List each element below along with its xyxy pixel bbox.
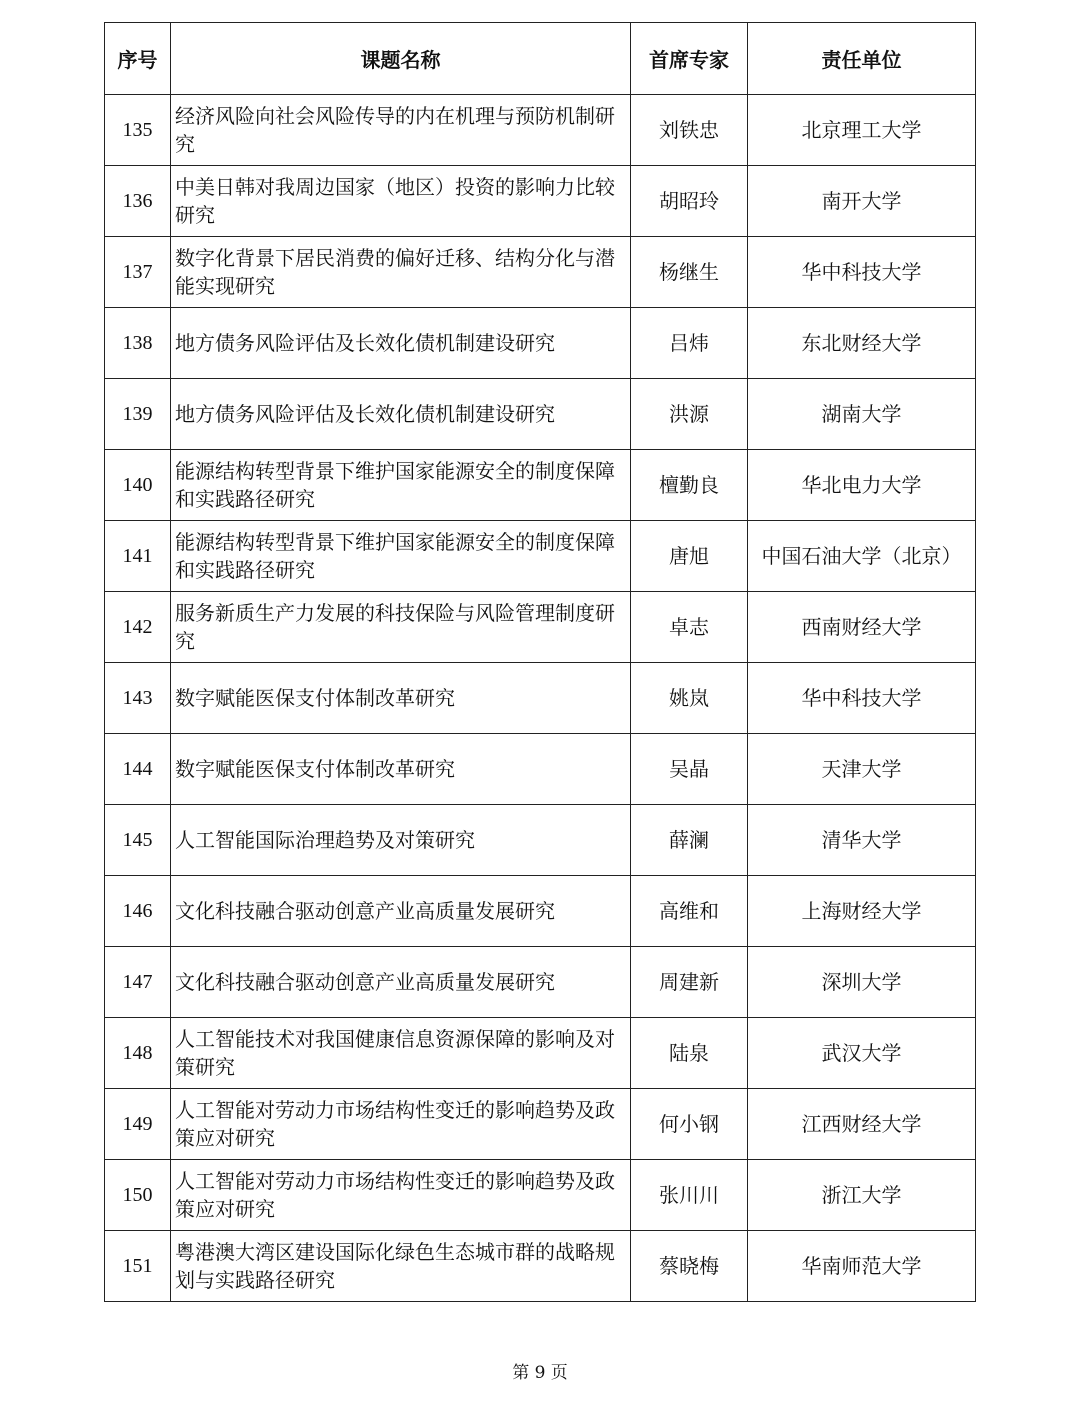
table-row (105, 805, 976, 876)
chief-expert: 薛澜 (631, 805, 748, 876)
project-title: 数字化背景下居民消费的偏好迁移、结构分化与潜能实现研究 (171, 237, 631, 308)
chief-expert: 蔡晓梅 (631, 1231, 748, 1302)
project-title: 人工智能对劳动力市场结构性变迁的影响趋势及政策应对研究 (171, 1160, 631, 1231)
responsible-unit: 华南师范大学 (748, 1231, 976, 1302)
table-row (105, 592, 976, 663)
responsible-unit: 深圳大学 (748, 947, 976, 1018)
project-title: 文化科技融合驱动创意产业高质量发展研究 (171, 947, 631, 1018)
project-title: 经济风险向社会风险传导的内在机理与预防机制研究 (171, 95, 631, 166)
project-title: 人工智能国际治理趋势及对策研究 (171, 805, 631, 876)
chief-expert: 何小钢 (631, 1089, 748, 1160)
row-number: 141 (105, 521, 171, 592)
table-row (105, 663, 976, 734)
row-number: 145 (105, 805, 171, 876)
row-number: 149 (105, 1089, 171, 1160)
project-title: 地方债务风险评估及长效化债机制建设研究 (171, 379, 631, 450)
project-table-container (104, 22, 975, 1302)
table-row (105, 947, 976, 1018)
project-title: 人工智能对劳动力市场结构性变迁的影响趋势及政策应对研究 (171, 1089, 631, 1160)
table-row (105, 1231, 976, 1302)
table-row (105, 734, 976, 805)
chief-expert: 胡昭玲 (631, 166, 748, 237)
chief-expert: 高维和 (631, 876, 748, 947)
row-number: 148 (105, 1018, 171, 1089)
row-number: 135 (105, 95, 171, 166)
responsible-unit: 浙江大学 (748, 1160, 976, 1231)
header-title: 课题名称 (171, 23, 631, 95)
table-row (105, 1018, 976, 1089)
project-title: 地方债务风险评估及长效化债机制建设研究 (171, 308, 631, 379)
table-row (105, 95, 976, 166)
chief-expert: 卓志 (631, 592, 748, 663)
chief-expert: 张川川 (631, 1160, 748, 1231)
row-number: 150 (105, 1160, 171, 1231)
responsible-unit: 湖南大学 (748, 379, 976, 450)
chief-expert: 陆泉 (631, 1018, 748, 1089)
chief-expert: 檀勤良 (631, 450, 748, 521)
chief-expert: 刘铁忠 (631, 95, 748, 166)
chief-expert: 周建新 (631, 947, 748, 1018)
table-row (105, 876, 976, 947)
responsible-unit: 西南财经大学 (748, 592, 976, 663)
row-number: 147 (105, 947, 171, 1018)
responsible-unit: 天津大学 (748, 734, 976, 805)
project-table (104, 22, 976, 1302)
responsible-unit: 中国石油大学（北京） (748, 521, 976, 592)
table-row (105, 450, 976, 521)
row-number: 138 (105, 308, 171, 379)
table-header (105, 23, 976, 95)
project-title: 文化科技融合驱动创意产业高质量发展研究 (171, 876, 631, 947)
table-row (105, 237, 976, 308)
table-row (105, 1160, 976, 1231)
project-title: 粤港澳大湾区建设国际化绿色生态城市群的战略规划与实践路径研究 (171, 1231, 631, 1302)
row-number: 146 (105, 876, 171, 947)
project-title: 服务新质生产力发展的科技保险与风险管理制度研究 (171, 592, 631, 663)
row-number: 137 (105, 237, 171, 308)
row-number: 140 (105, 450, 171, 521)
project-title: 能源结构转型背景下维护国家能源安全的制度保障和实践路径研究 (171, 521, 631, 592)
row-number: 142 (105, 592, 171, 663)
responsible-unit: 清华大学 (748, 805, 976, 876)
chief-expert: 唐旭 (631, 521, 748, 592)
row-number: 143 (105, 663, 171, 734)
header-no: 序号 (105, 23, 171, 95)
table-row (105, 521, 976, 592)
page-number: 第 9 页 (512, 1363, 568, 1383)
row-number: 139 (105, 379, 171, 450)
row-number: 151 (105, 1231, 171, 1302)
responsible-unit: 武汉大学 (748, 1018, 976, 1089)
table-body (105, 95, 976, 1302)
header-row (105, 23, 976, 95)
responsible-unit: 华北电力大学 (748, 450, 976, 521)
row-number: 136 (105, 166, 171, 237)
project-title: 数字赋能医保支付体制改革研究 (171, 663, 631, 734)
chief-expert: 吴晶 (631, 734, 748, 805)
chief-expert: 洪源 (631, 379, 748, 450)
project-title: 数字赋能医保支付体制改革研究 (171, 734, 631, 805)
header-unit: 责任单位 (748, 23, 976, 95)
table-row (105, 379, 976, 450)
responsible-unit: 北京理工大学 (748, 95, 976, 166)
header-expert: 首席专家 (631, 23, 748, 95)
chief-expert: 吕炜 (631, 308, 748, 379)
table-row (105, 166, 976, 237)
responsible-unit: 东北财经大学 (748, 308, 976, 379)
responsible-unit: 南开大学 (748, 166, 976, 237)
row-number: 144 (105, 734, 171, 805)
project-title: 能源结构转型背景下维护国家能源安全的制度保障和实践路径研究 (171, 450, 631, 521)
chief-expert: 杨继生 (631, 237, 748, 308)
responsible-unit: 上海财经大学 (748, 876, 976, 947)
responsible-unit: 华中科技大学 (748, 237, 976, 308)
chief-expert: 姚岚 (631, 663, 748, 734)
table-row (105, 308, 976, 379)
table-row (105, 1089, 976, 1160)
responsible-unit: 华中科技大学 (748, 663, 976, 734)
project-title: 中美日韩对我周边国家（地区）投资的影响力比较研究 (171, 166, 631, 237)
responsible-unit: 江西财经大学 (748, 1089, 976, 1160)
project-title: 人工智能技术对我国健康信息资源保障的影响及对策研究 (171, 1018, 631, 1089)
